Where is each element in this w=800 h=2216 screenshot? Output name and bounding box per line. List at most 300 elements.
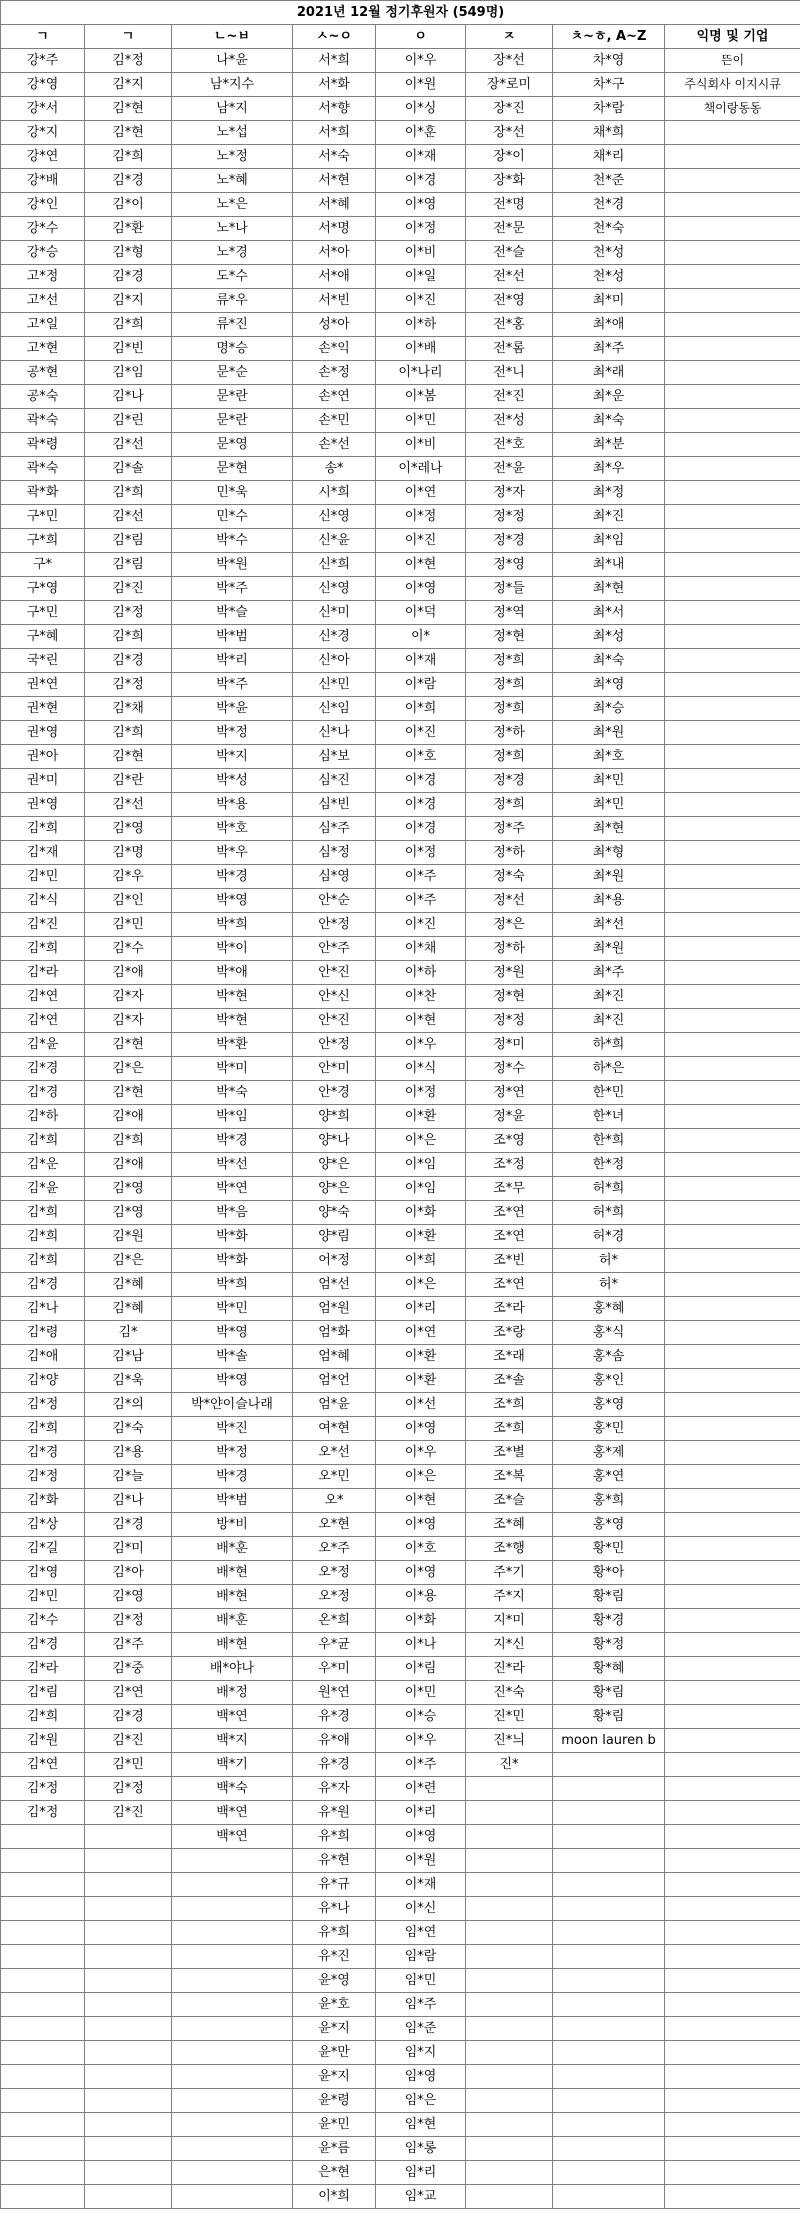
donor-cell: 윤*지: [293, 2017, 376, 2041]
donor-cell: 문*순: [172, 361, 293, 385]
donor-cell: [553, 1849, 665, 1873]
donor-cell: 권*미: [1, 769, 85, 793]
donor-cell: [665, 121, 800, 145]
table-row: [1, 1009, 800, 1033]
donor-cell: 김*진: [85, 1729, 172, 1753]
donor-cell: [466, 1825, 553, 1849]
donor-cell: 이*비: [376, 433, 466, 457]
donor-cell: 윤*령: [293, 2089, 376, 2113]
donor-cell: [665, 2041, 800, 2065]
donor-cell: 임*롱: [376, 2137, 466, 2161]
donor-cell: [665, 505, 800, 529]
donor-cell: 이*리: [376, 1297, 466, 1321]
donor-cell: 김*진: [85, 577, 172, 601]
table-row: [1, 1177, 800, 1201]
column-header: ㅅ~ㅇ: [293, 25, 376, 49]
donor-cell: 나*윤: [172, 49, 293, 73]
donor-cell: [1, 1873, 85, 1897]
table-row: [1, 2065, 800, 2089]
donor-cell: 박*원: [172, 553, 293, 577]
donor-cell: 구*희: [1, 529, 85, 553]
donor-cell: [85, 1825, 172, 1849]
donor-cell: 박*주: [172, 673, 293, 697]
donor-cell: 배*정: [172, 1681, 293, 1705]
table-row: [1, 217, 800, 241]
donor-cell: [665, 265, 800, 289]
donor-cell: 남*지: [172, 97, 293, 121]
donor-cell: [665, 1969, 800, 1993]
donor-cell: 이*레나: [376, 457, 466, 481]
donor-cell: 공*숙: [1, 385, 85, 409]
donor-cell: 김*: [85, 1321, 172, 1345]
donor-cell: [665, 1945, 800, 1969]
donor-cell: 엄*윤: [293, 1393, 376, 1417]
donor-cell: 신*경: [293, 625, 376, 649]
donor-cell: 안*주: [293, 937, 376, 961]
donor-cell: 김*연: [85, 1681, 172, 1705]
donor-cell: 김*진: [1, 913, 85, 937]
donor-cell: 강*인: [1, 193, 85, 217]
donor-cell: [466, 2089, 553, 2113]
donor-cell: 김*희: [85, 721, 172, 745]
donor-cell: [172, 2185, 293, 2209]
donor-cell: 박*윤: [172, 697, 293, 721]
donor-cell: 최*임: [553, 529, 665, 553]
donor-cell: [665, 1129, 800, 1153]
donor-cell: 김*정: [85, 1777, 172, 1801]
donor-cell: 장*선: [466, 121, 553, 145]
donor-cell: 천*성: [553, 265, 665, 289]
table-row: [1, 1537, 800, 1561]
donor-cell: [665, 409, 800, 433]
donor-cell: [553, 2065, 665, 2089]
donor-cell: 김*희: [1, 1201, 85, 1225]
donor-cell: [172, 1873, 293, 1897]
table-row: [1, 1897, 800, 1921]
donor-cell: [665, 361, 800, 385]
donor-cell: 배*현: [172, 1633, 293, 1657]
donor-cell: [665, 457, 800, 481]
donor-cell: 권*영: [1, 721, 85, 745]
donor-cell: 한*민: [553, 1081, 665, 1105]
donor-cell: 이*일: [376, 265, 466, 289]
donor-cell: 김*정: [85, 49, 172, 73]
donor-cell: 김*희: [85, 625, 172, 649]
donor-cell: 엄*원: [293, 1297, 376, 1321]
table-row: [1, 481, 800, 505]
donor-cell: 손*익: [293, 337, 376, 361]
table-row: [1, 769, 800, 793]
donor-cell: 정*하: [466, 937, 553, 961]
donor-cell: 김*애: [85, 1105, 172, 1129]
donor-cell: 김*중: [85, 1657, 172, 1681]
donor-cell: 김*영: [1, 1561, 85, 1585]
donor-cell: [466, 2185, 553, 2209]
donor-cell: 박*호: [172, 817, 293, 841]
donor-cell: 이*환: [376, 1105, 466, 1129]
donor-cell: [665, 241, 800, 265]
table-row: [1, 841, 800, 865]
donor-cell: 유*경: [293, 1705, 376, 1729]
donor-cell: 김*지: [85, 73, 172, 97]
donor-cell: 정*연: [466, 1081, 553, 1105]
table-row: [1, 817, 800, 841]
donor-cell: 김*지: [85, 289, 172, 313]
donor-cell: 박*정: [172, 1441, 293, 1465]
donor-cell: 김*애: [1, 1345, 85, 1369]
table-row: [1, 289, 800, 313]
table-row: [1, 1369, 800, 1393]
donor-cell: 박*현: [172, 985, 293, 1009]
donor-cell: 김*빈: [85, 337, 172, 361]
donor-cell: 최*내: [553, 553, 665, 577]
donor-cell: [665, 1849, 800, 1873]
donor-cell: 최*서: [553, 601, 665, 625]
donor-cell: 유*규: [293, 1873, 376, 1897]
donor-cell: 박*임: [172, 1105, 293, 1129]
donor-cell: 이*진: [376, 913, 466, 937]
donor-cell: 이*정: [376, 505, 466, 529]
donor-cell: 유*경: [293, 1753, 376, 1777]
donor-cell: 정*희: [466, 673, 553, 697]
donor-cell: 이*은: [376, 1129, 466, 1153]
donor-cell: 백*연: [172, 1801, 293, 1825]
donor-cell: 김*원: [1, 1729, 85, 1753]
donor-cell: [665, 1609, 800, 1633]
donor-cell: 조*영: [466, 1129, 553, 1153]
donor-cell: 홍*솜: [553, 1345, 665, 1369]
donor-cell: 박*경: [172, 865, 293, 889]
table-row: [1, 865, 800, 889]
donor-cell: [172, 2017, 293, 2041]
sheet-title: 2021년 12월 정기후원자 (549명): [1, 1, 800, 25]
donor-cell: 김*형: [85, 241, 172, 265]
donor-cell: [1, 1849, 85, 1873]
donor-cell: 문*란: [172, 385, 293, 409]
donor-cell: 정*들: [466, 577, 553, 601]
column-header: ㅈ: [466, 25, 553, 49]
donor-cell: [172, 1945, 293, 1969]
donor-cell: 이*채: [376, 937, 466, 961]
table-row: [1, 1609, 800, 1633]
donor-cell: 김*환: [85, 217, 172, 241]
donor-cell: 조*혜: [466, 1513, 553, 1537]
donor-cell: 김*민: [1, 1585, 85, 1609]
table-row: [1, 673, 800, 697]
donor-cell: 천*숙: [553, 217, 665, 241]
table-row: [1, 73, 800, 97]
donor-cell: 정*선: [466, 889, 553, 913]
donor-cell: 박*주: [172, 577, 293, 601]
donor-cell: 김*늘: [85, 1465, 172, 1489]
donor-cell: 이*주: [376, 865, 466, 889]
donor-cell: [553, 1801, 665, 1825]
donor-cell: [665, 1897, 800, 1921]
donor-cell: 최*성: [553, 625, 665, 649]
donor-cell: 고*정: [1, 265, 85, 289]
donor-cell: 임*람: [376, 1945, 466, 1969]
donor-cell: 박*영: [172, 1369, 293, 1393]
donor-cell: 오*주: [293, 1537, 376, 1561]
donor-cell: 김*림: [85, 553, 172, 577]
table-row: [1, 1873, 800, 1897]
donor-cell: 박*얀이슬나래: [172, 1393, 293, 1417]
donor-cell: 김*정: [1, 1393, 85, 1417]
table-row: [1, 1657, 800, 1681]
donor-cell: 최*민: [553, 769, 665, 793]
donor-cell: 유*현: [293, 1849, 376, 1873]
donor-cell: 전*성: [466, 409, 553, 433]
table-row: [1, 1777, 800, 1801]
donor-cell: 김*희: [85, 313, 172, 337]
donor-cell: [665, 2089, 800, 2113]
donor-cell: 김*양: [1, 1369, 85, 1393]
donor-cell: 전*홍: [466, 313, 553, 337]
donor-cell: 최*승: [553, 697, 665, 721]
donor-cell: 김*애: [85, 1153, 172, 1177]
donor-cell: 김*경: [1, 1081, 85, 1105]
donor-cell: 최*원: [553, 865, 665, 889]
column-header: ㄱ: [85, 25, 172, 49]
donor-cell: [466, 2113, 553, 2137]
donor-cell: 이*영: [376, 577, 466, 601]
donor-cell: 채*희: [553, 121, 665, 145]
donor-cell: 김*임: [85, 361, 172, 385]
donor-cell: 이*진: [376, 529, 466, 553]
donor-cell: 유*원: [293, 1801, 376, 1825]
donor-cell: 책이랑동동: [665, 97, 800, 121]
donor-cell: 주식회사 이지시큐: [665, 73, 800, 97]
donor-cell: [1, 2065, 85, 2089]
donor-cell: 서*혜: [293, 193, 376, 217]
donor-cell: 김*욱: [85, 1369, 172, 1393]
donor-cell: 안*신: [293, 985, 376, 1009]
donor-cell: 조*랑: [466, 1321, 553, 1345]
donor-cell: 백*숙: [172, 1777, 293, 1801]
donor-cell: 정*경: [466, 769, 553, 793]
donor-cell: 엄*화: [293, 1321, 376, 1345]
donor-cell: [172, 2161, 293, 2185]
donor-cell: 주*지: [466, 1585, 553, 1609]
table-row: [1, 2089, 800, 2113]
donor-cell: 국*린: [1, 649, 85, 673]
donor-cell: 장*이: [466, 145, 553, 169]
donor-cell: 이*우: [376, 1729, 466, 1753]
donor-cell: 홍*인: [553, 1369, 665, 1393]
donor-cell: [665, 433, 800, 457]
table-row: [1, 361, 800, 385]
donor-cell: 조*희: [466, 1393, 553, 1417]
donor-cell: 류*진: [172, 313, 293, 337]
donor-cell: 손*선: [293, 433, 376, 457]
donor-cell: 정*현: [466, 625, 553, 649]
donor-cell: 배*훈: [172, 1609, 293, 1633]
table-row: [1, 313, 800, 337]
table-row: [1, 409, 800, 433]
donor-cell: 박*진: [172, 1417, 293, 1441]
donor-cell: [665, 1585, 800, 1609]
donor-cell: [85, 2137, 172, 2161]
donor-cell: 김*경: [85, 1513, 172, 1537]
donor-cell: [172, 1969, 293, 1993]
donor-cell: [665, 1369, 800, 1393]
donor-cell: 이*현: [376, 1009, 466, 1033]
donor-cell: 장*로미: [466, 73, 553, 97]
table-row: [1, 1321, 800, 1345]
donor-cell: 서*화: [293, 73, 376, 97]
donor-cell: 김*경: [85, 649, 172, 673]
donor-cell: 박*환: [172, 1033, 293, 1057]
donor-cell: 조*복: [466, 1465, 553, 1489]
donor-cell: 이*임: [376, 1177, 466, 1201]
donor-cell: 박*수: [172, 529, 293, 553]
donor-cell: 문*영: [172, 433, 293, 457]
donor-cell: 임*준: [376, 2017, 466, 2041]
donor-cell: 전*슬: [466, 241, 553, 265]
donor-cell: 엄*선: [293, 1273, 376, 1297]
donor-cell: 홍*식: [553, 1321, 665, 1345]
donor-cell: 안*정: [293, 1033, 376, 1057]
donor-cell: 김*의: [85, 1393, 172, 1417]
donor-cell: [665, 1009, 800, 1033]
donor-cell: 최*선: [553, 913, 665, 937]
donor-cell: 황*림: [553, 1705, 665, 1729]
donor-cell: 김*선: [85, 505, 172, 529]
donor-cell: 임*주: [376, 1993, 466, 2017]
donor-cell: [665, 1393, 800, 1417]
donor-cell: 안*진: [293, 1009, 376, 1033]
donor-cell: 박*화: [172, 1225, 293, 1249]
donor-cell: [553, 1921, 665, 1945]
donor-cell: 김*희: [1, 1249, 85, 1273]
donor-cell: [665, 1201, 800, 1225]
donor-cell: 윤*지: [293, 2065, 376, 2089]
donor-cell: [553, 1945, 665, 1969]
donor-cell: 김*선: [85, 793, 172, 817]
donor-cell: 오*현: [293, 1513, 376, 1537]
donor-cell: 박*숙: [172, 1081, 293, 1105]
table-row: [1, 2185, 800, 2209]
donor-cell: 전*영: [466, 289, 553, 313]
donor-cell: 김*솔: [85, 457, 172, 481]
table-row: [1, 721, 800, 745]
donor-cell: 김*선: [85, 433, 172, 457]
donor-cell: 홍*제: [553, 1441, 665, 1465]
donor-cell: 정*하: [466, 721, 553, 745]
donor-cell: [553, 1969, 665, 1993]
donor-cell: 신*미: [293, 601, 376, 625]
donor-cell: 최*진: [553, 985, 665, 1009]
donor-cell: 김*화: [1, 1489, 85, 1513]
donor-cell: 조*별: [466, 1441, 553, 1465]
donor-cell: 김*자: [85, 985, 172, 1009]
donor-cell: 홍*영: [553, 1513, 665, 1537]
donor-cell: 유*나: [293, 1897, 376, 1921]
donor-cell: 권*영: [1, 793, 85, 817]
donor-cell: 백*지: [172, 1729, 293, 1753]
donor-cell: 구*영: [1, 577, 85, 601]
donor-cell: [1, 1945, 85, 1969]
table-row: [1, 1297, 800, 1321]
donor-cell: 김*이: [85, 193, 172, 217]
table-row: [1, 1921, 800, 1945]
donor-cell: 김*경: [85, 169, 172, 193]
donor-cell: [172, 1897, 293, 1921]
donor-cell: 김*희: [1, 817, 85, 841]
donor-cell: 전*호: [466, 433, 553, 457]
donor-cell: 허*경: [553, 1225, 665, 1249]
donor-cell: 공*현: [1, 361, 85, 385]
donor-cell: [665, 1153, 800, 1177]
donor-cell: 진*늬: [466, 1729, 553, 1753]
table-row: [1, 2041, 800, 2065]
donor-cell: 시*희: [293, 481, 376, 505]
donor-cell: 성*아: [293, 313, 376, 337]
donor-cell: 김*하: [1, 1105, 85, 1129]
donor-cell: 양*희: [293, 1105, 376, 1129]
donor-cell: 강*수: [1, 217, 85, 241]
donor-cell: 임*지: [376, 2041, 466, 2065]
table-row: [1, 601, 800, 625]
donor-cell: 황*경: [553, 1609, 665, 1633]
donor-cell: 서*빈: [293, 289, 376, 313]
donor-cell: [665, 1321, 800, 1345]
donor-cell: [665, 1873, 800, 1897]
donor-cell: 노*혜: [172, 169, 293, 193]
donor-cell: 최*형: [553, 841, 665, 865]
table-row: [1, 1513, 800, 1537]
table-row: [1, 1561, 800, 1585]
donor-cell: 차*구: [553, 73, 665, 97]
donor-cell: 김*남: [85, 1345, 172, 1369]
donor-cell: 노*정: [172, 145, 293, 169]
donor-cell: [665, 481, 800, 505]
donor-cell: [553, 1993, 665, 2017]
donor-cell: 강*연: [1, 145, 85, 169]
donor-cell: 정*원: [466, 961, 553, 985]
donor-cell: 장*선: [466, 49, 553, 73]
donor-cell: [665, 1681, 800, 1705]
donor-cell: 김*정: [85, 673, 172, 697]
donor-cell: 진*숙: [466, 1681, 553, 1705]
donor-cell: [665, 337, 800, 361]
donor-cell: 안*진: [293, 961, 376, 985]
donor-cell: 이*련: [376, 1777, 466, 1801]
donor-cell: 신*영: [293, 505, 376, 529]
donor-cell: 임*연: [376, 1921, 466, 1945]
donor-cell: [1, 2089, 85, 2113]
donor-cell: 조*희: [466, 1417, 553, 1441]
donor-cell: [665, 1801, 800, 1825]
donor-cell: [665, 1753, 800, 1777]
column-header: ㄴ~ㅂ: [172, 25, 293, 49]
donor-cell: 차*영: [553, 49, 665, 73]
donor-cell: 김*정: [1, 1465, 85, 1489]
donor-cell: 장*진: [466, 97, 553, 121]
donor-cell: [172, 2065, 293, 2089]
donor-cell: 이*하: [376, 313, 466, 337]
donor-cell: 조*연: [466, 1225, 553, 1249]
donor-cell: [665, 1081, 800, 1105]
donor-cell: [665, 313, 800, 337]
donor-cell: [553, 2041, 665, 2065]
donor-cell: 전*윤: [466, 457, 553, 481]
donor-cell: 박*이: [172, 937, 293, 961]
donor-cell: [665, 1441, 800, 1465]
donor-cell: 이*경: [376, 169, 466, 193]
donor-cell: 조*라: [466, 1297, 553, 1321]
donor-cell: 김*경: [1, 1273, 85, 1297]
